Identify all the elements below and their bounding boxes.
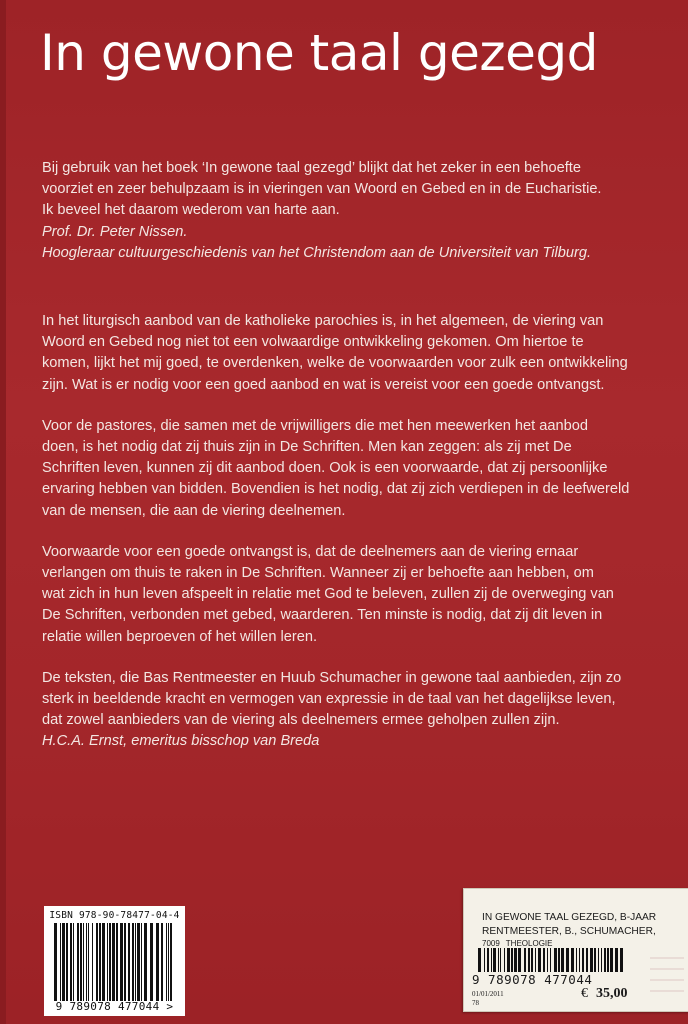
barcode-bar [124, 923, 126, 1001]
barcode-bar [615, 948, 618, 972]
barcode-bar [590, 948, 593, 972]
barcode-bar [70, 923, 72, 1001]
spine-marks [650, 957, 684, 997]
barcode-bar [86, 923, 87, 1001]
nissen-role-text: Hoogleraar cultuurgeschiedenis van het Christendom aan de Universiteit van Tilburg. [42, 244, 592, 261]
barcode-bar [528, 948, 530, 972]
barcode-bar [96, 923, 98, 1001]
paragraph-pastores-line-1: Voor de pastores, die samen met de vrijwilligers die met hen meewerken het aanbod [42, 417, 588, 434]
barcode-bar [500, 948, 501, 972]
spacer [42, 522, 642, 542]
barcode-bar [558, 948, 560, 972]
spacer [42, 648, 642, 668]
barcode-bar [576, 948, 577, 972]
sticker-barcode-bars [476, 948, 626, 972]
paragraph-pastores-line-4: ervaring hebben van bidden. Bovendien is het nodig, dat zij zich verdiepen in de leefwereld [42, 481, 630, 498]
nissen-author-name: Prof. Dr. Peter Nissen. [42, 223, 188, 240]
barcode-bar [620, 948, 623, 972]
barcode-bar [498, 948, 499, 972]
barcode-bar [73, 923, 74, 1001]
barcode-bar [92, 923, 93, 1001]
barcode-bar [586, 948, 588, 972]
isbn-text: ISBN 978-90-78477-04-4 [49, 910, 180, 921]
paragraph-ontvangst-line-1: Voorwaarde voor een goede ontvangst is, dat de deelnemers aan de viering ernaar [42, 543, 579, 560]
paragraph-teksten-line-1: De teksten, die Bas Rentmeester en Huub Schumacher in gewone taal aanbieden, zijn zo [42, 669, 622, 686]
barcode-bar [524, 948, 526, 972]
barcode-bar [161, 923, 163, 1001]
paragraph-liturgy-line-3: komen, lijkt het mij goed, te overdenken, welke de voorwaarden voor zulk een ontwikkeling [42, 355, 628, 372]
barcode-bar [518, 948, 521, 972]
spine-mark [650, 957, 684, 959]
barcode-bar [116, 923, 118, 1001]
barcode-bar [107, 923, 108, 1001]
nissen-role [42, 243, 642, 264]
barcode-bar [491, 948, 492, 972]
barcode-bar [166, 923, 167, 1001]
sticker-price [581, 986, 628, 1002]
paragraph-ontvangst-line-4: De Schriften, verbonden met gebed, waarderen. Ten minste is nodig, dat zij dit leven in [42, 607, 603, 624]
barcode-bar [132, 923, 134, 1001]
barcode-bar [120, 923, 123, 1001]
barcode-bar [170, 923, 172, 1001]
sticker-category: THEOLOGIE [505, 939, 553, 948]
barcode-bar [566, 948, 569, 972]
nissen-author [42, 222, 642, 243]
sticker-date: 01/01/2011 [472, 990, 504, 998]
barcode-bar [66, 923, 68, 1001]
paragraph-liturgy-line-4: zijn. Wat is er nodig voor een goed aanbod en wat is vereist voor een goede ontvangst. [42, 376, 605, 393]
paragraph-nissen-line-1: Bij gebruik van het boek ‘In gewone taal gezegd’ blijkt dat het zeker in een behoefte [42, 160, 581, 176]
spacer [42, 396, 642, 416]
sticker-category-line [482, 939, 552, 948]
barcode-bar [99, 923, 101, 1001]
barcode-bar [511, 948, 513, 972]
barcode-bar [77, 923, 79, 1001]
barcode-bar [535, 948, 536, 972]
barcode-bar [550, 948, 551, 972]
price-value: 35,00 [596, 986, 628, 1001]
paragraph-ontvangst-line-3: wat zich in hun leven afspeelt in relatie met God te beleven, zullen zij de overweging van [42, 586, 614, 603]
paragraph-nissen-line-3: Ik beveel het daarom wederom van harte aan. [42, 202, 340, 219]
isbn-barcode [44, 906, 185, 1016]
barcode-bar [88, 923, 89, 1001]
spine-mark [650, 968, 684, 970]
barcode-bar [514, 948, 517, 972]
barcode-bar [168, 923, 169, 1001]
barcode-bar [582, 948, 584, 972]
spine-mark [650, 990, 684, 992]
barcode-bar [144, 923, 147, 1001]
barcode-bar [478, 948, 481, 972]
barcode-bar [54, 923, 57, 1001]
barcode-bars [52, 923, 177, 1001]
barcode-bar [579, 948, 580, 972]
barcode-bar [594, 948, 596, 972]
paragraph-teksten-line-3: dat zowel aanbieders van de viering als deelnemers ermee geholpen zullen zijn. [42, 712, 560, 729]
barcode-bar [543, 948, 545, 972]
barcode-bar [128, 923, 130, 1001]
paragraph-teksten-line-2: sterk in beeldende kracht en vermogen van expressie in de taal van het dagelijkse leven, [42, 691, 616, 708]
sticker-authors: RENTMEESTER, B., SCHUMACHER, [482, 926, 656, 937]
spacer [42, 264, 642, 311]
barcode-bar [561, 948, 564, 972]
barcode-bar [62, 923, 65, 1001]
barcode-bar [493, 948, 496, 972]
barcode-bar [547, 948, 548, 972]
sticker-digits: 9 789078 477044 [472, 972, 593, 987]
paragraph-pastores-line-3: Schriften leven, kunnen zij dit aanbod doen. Ook is een voorwaarde, dat zij persoonlijke [42, 460, 608, 477]
barcode-bar [554, 948, 557, 972]
barcode-bar [109, 923, 111, 1001]
barcode-bar [507, 948, 510, 972]
barcode-bar [538, 948, 541, 972]
barcode-bar [112, 923, 115, 1001]
barcode-bar [83, 923, 84, 1001]
barcode-bar [137, 923, 140, 1001]
sticker-title: IN GEWONE TAAL GEZEGD, B-JAAR [482, 912, 657, 923]
ernst-author [42, 731, 642, 752]
barcode-bar [80, 923, 82, 1001]
spine-mark [650, 979, 684, 981]
barcode-digits: 9 789078 477044 > [55, 1000, 174, 1013]
barcode-bar [504, 948, 505, 972]
barcode-bar [141, 923, 142, 1001]
barcode-bar [102, 923, 105, 1001]
sticker-code: 7009 [482, 939, 500, 948]
paragraph-ontvangst-line-2: verlangen om thuis te raken in De Schriften. Wanneer zij er behoefte aan hebben, om [42, 565, 594, 582]
paragraph-pastores-line-5: van de mensen, die aan de viering deelnemen. [42, 502, 346, 519]
barcode-bar [598, 948, 599, 972]
barcode-bar [601, 948, 602, 972]
paragraph-pastores-line-2: doen, is het nodig dat zij thuis zijn in De Schriften. Men kan zeggen: als zij met De [42, 439, 572, 456]
barcode-bar [135, 923, 136, 1001]
paragraph-nissen-line-2: voorziet en zeer behulpzaam is in vieringen van Woord en Gebed en in de Eucharistie. [42, 181, 602, 198]
ernst-author-text: H.C.A. Ernst, emeritus bisschop van Breda [42, 733, 320, 750]
paragraph-liturgy-line-1: In het liturgisch aanbod van de katholieke parochies is, in het algemeen, de viering van [42, 313, 604, 330]
barcode-bar [487, 948, 489, 972]
paragraph-liturgy-line-2: Woord en Gebed nog niet tot een volwaardige ontwikkeling gekomen. Om hiertoe te [42, 334, 584, 351]
back-cover-text [42, 158, 642, 753]
book-title: In gewone taal gezegd [40, 24, 598, 82]
barcode-bar [150, 923, 153, 1001]
barcode-bar [610, 948, 613, 972]
barcode-bar [156, 923, 159, 1001]
paragraph-ontvangst-line-5: relatie willen beproeven of het willen leren. [42, 628, 318, 645]
sticker-small-code: 78 [472, 999, 479, 1007]
barcode-bar [531, 948, 533, 972]
barcode-bar [604, 948, 606, 972]
barcode-bar [571, 948, 574, 972]
currency-symbol: € [581, 986, 588, 1001]
barcode-bar [60, 923, 61, 1001]
barcode-bar [607, 948, 609, 972]
barcode-bar [484, 948, 485, 972]
cover-left-edge [0, 0, 6, 1024]
